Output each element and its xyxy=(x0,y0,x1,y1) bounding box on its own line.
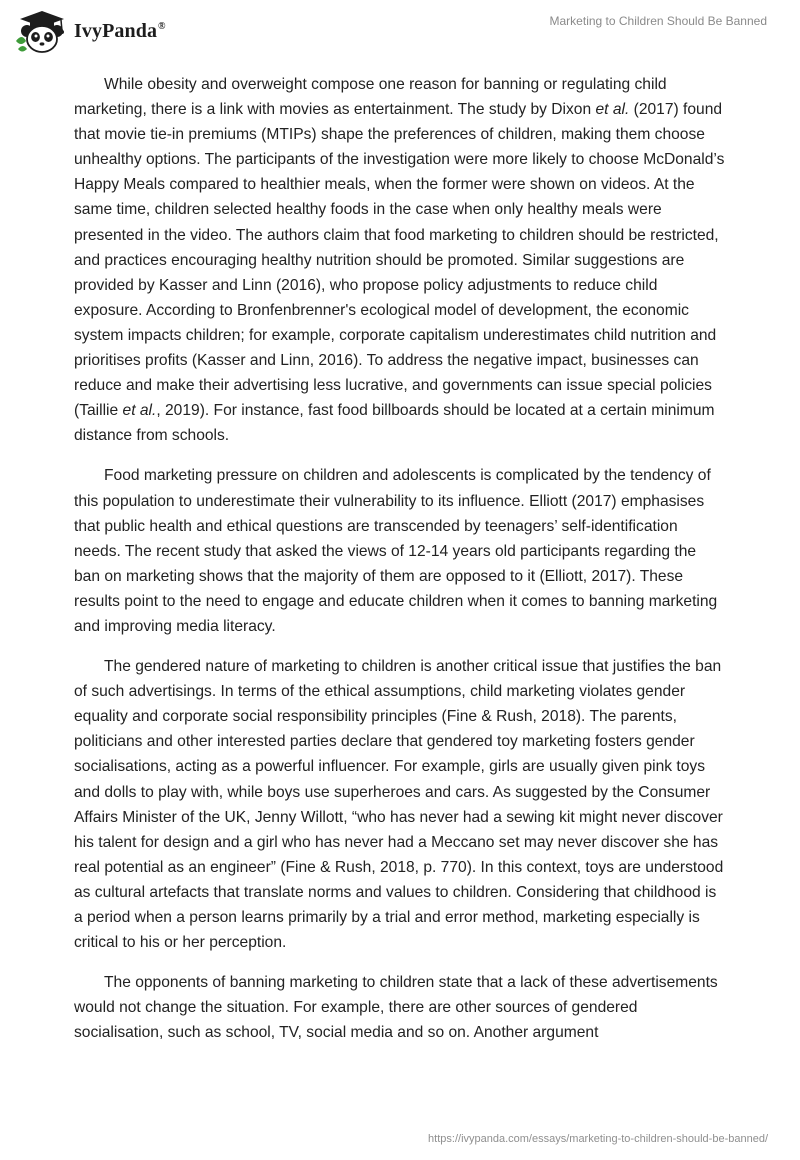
page-header xyxy=(0,0,800,60)
italic-text: et al. xyxy=(122,402,157,420)
text-run: , 2019). For instance, fast food billboards should be located at a certain minimum distance from schools. xyxy=(74,402,715,445)
text-run: The gendered nature of marketing to children is another critical issue that justifies the ban of such advertisings. In terms of the ethical assumptions, child marketing violates gender equality and corporate social responsibility principles (Fine & Rush, 2018). The parents, politicians and other interested parties declare that gendered toy marketing fosters gender socialisations, acting as a powerful influencer. For example, girls are usually given pink toys and dolls to play with, while boys use superheroes and cars. As suggested by the Consumer Affairs Minister of the UK, Jenny Willott, “who has never had a sewing kit might never discover his talent for design and a girl who has never had a Meccano set may never discover she has real potential as an engineer” (Fine & Rush, 2018, p. 770). In this context, toys are understood as cultural artefacts that translate norms and values to children. Considering that childhood is a period when a person learns primarily by a trial and error method, marketing especially is critical to his or her perception. xyxy=(74,658,724,952)
text-run: (2017) found that movie tie-in premiums (MTIPs) shape the preferences of children, making them choose unhealthy options. The participants of the investigation were more likely to choose McDonald’s Happy Meals compared to healthier meals, when the former were shown on videos. At the same time, children selected healthy foods in the case when only healthy meals were presented in the video. The authors claim that food marketing to children should be restricted, and practices encouraging healthy nutrition should be promoted. Similar suggestions are provided by Kasser and Linn (2016), who propose policy adjustments to reduce child exposure. According to Bronfenbrenner's ecological model of development, the economic system impacts children; for example, corporate capitalism underestimates child nutrition and prioritises profits (Kasser and Linn, 2016). To address the negative impact, businesses can reduce and make their advertising less lucrative, and governments can issue special policies (Taillie xyxy=(74,101,725,420)
essay-body xyxy=(74,72,726,1060)
ivypanda-logo[interactable] xyxy=(12,9,166,53)
registered-mark: ® xyxy=(158,20,166,32)
text-run: The opponents of banning marketing to children state that a lack of these advertisements would not change the situation. For example, there are other sources of gendered socialisation, such as school, TV, social media and so on. Another argument xyxy=(74,974,718,1042)
text-run: Food marketing pressure on children and adolescents is complicated by the tendency of this population to underestimate their vulnerability to its influence. Elliott (2017) emphasises that public health and ethical questions are transcended by teenagers’ self-identification needs. The recent study that asked the views of 12-14 years old participants regarding the ban on marketing shows that the majority of them are opposed to it (Elliott, 2017). These results point to the need to engage and educate children when it comes to banning marketing and improving media literacy. xyxy=(74,467,718,635)
paragraph xyxy=(74,463,726,639)
paragraph xyxy=(74,970,726,1045)
source-url[interactable]: https://ivypanda.com/essays/marketing-to-children-should-be-banned/ xyxy=(428,1133,768,1145)
panda-graduate-logo-icon xyxy=(12,9,70,53)
italic-text: et al. xyxy=(595,101,630,119)
paragraph xyxy=(74,72,726,448)
brand-name: IvyPanda® xyxy=(74,19,166,42)
running-title: Marketing to Children Should Be Banned xyxy=(549,14,767,28)
paragraph xyxy=(74,654,726,955)
text-run: While obesity and overweight compose one reason for banning or regulating child marketing, there is a link with movies as entertainment. The study by Dixon xyxy=(74,76,667,119)
